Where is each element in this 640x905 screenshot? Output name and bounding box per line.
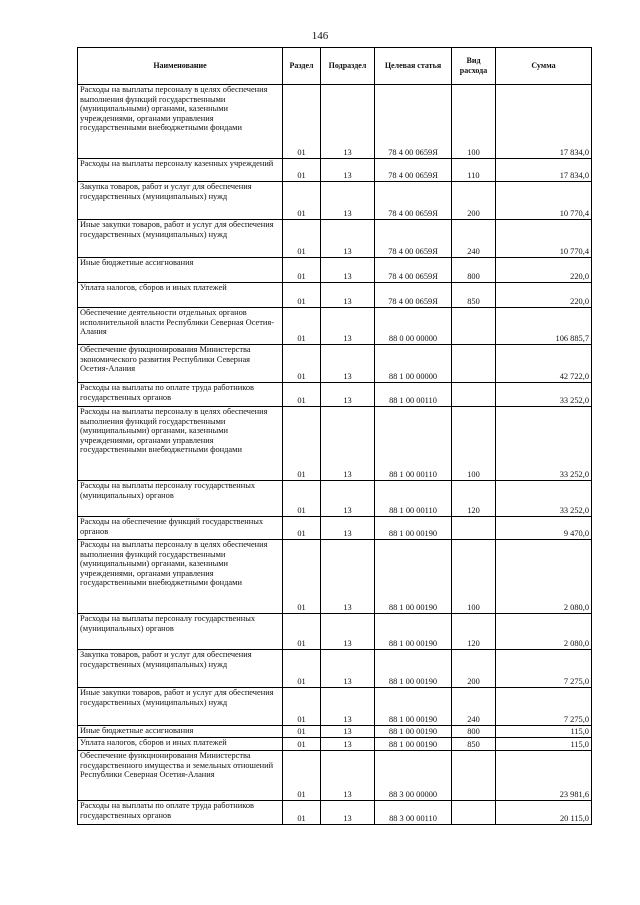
cell-name: Расходы на выплаты персоналу в целях обеспечения выполнения функций государственными (муниципальными) органами, казенными учреждениями, органами управления государственными внебюджетными фондами (78, 540, 283, 614)
table-row (78, 345, 592, 383)
cell-subsection: 13 (321, 688, 375, 726)
cell-section: 01 (283, 345, 321, 383)
cell-target: 88 3 00 00000 (375, 751, 452, 801)
cell-sum: 23 981,6 (496, 751, 592, 801)
cell-type: 100 (452, 407, 496, 481)
table-row (78, 159, 592, 182)
cell-section: 01 (283, 614, 321, 650)
cell-sum: 9 470,0 (496, 517, 592, 540)
cell-type: 100 (452, 540, 496, 614)
cell-section: 01 (283, 726, 321, 738)
cell-sum: 115,0 (496, 738, 592, 751)
cell-sum: 42 722,0 (496, 345, 592, 383)
cell-type (452, 751, 496, 801)
cell-section: 01 (283, 407, 321, 481)
cell-type (452, 801, 496, 825)
table-row (78, 383, 592, 407)
header-subsection: Подраздел (321, 48, 375, 85)
cell-section: 01 (283, 517, 321, 540)
table-row (78, 688, 592, 726)
cell-subsection: 13 (321, 283, 375, 308)
cell-section: 01 (283, 258, 321, 283)
cell-type: 100 (452, 85, 496, 159)
cell-type: 850 (452, 738, 496, 751)
cell-type: 120 (452, 614, 496, 650)
cell-target: 88 1 00 00110 (375, 481, 452, 517)
cell-type: 110 (452, 159, 496, 182)
cell-name: Иные закупки товаров, работ и услуг для обеспечения государственных (муниципальных) нужд (78, 688, 283, 726)
cell-target: 78 4 00 0659Я (375, 159, 452, 182)
table-header-row (78, 48, 592, 85)
table-row (78, 517, 592, 540)
cell-subsection: 13 (321, 308, 375, 345)
cell-name: Расходы на выплаты персоналу государственных (муниципальных) органов (78, 614, 283, 650)
cell-name: Расходы на выплаты персоналу в целях обеспечения выполнения функций государственными (муниципальными) органами, казенными учреждениями, органами управления государственными внебюджетными фондами (78, 85, 283, 159)
cell-type (452, 345, 496, 383)
table-body (78, 85, 592, 825)
header-sum: Сумма (496, 48, 592, 85)
cell-section: 01 (283, 481, 321, 517)
cell-section: 01 (283, 182, 321, 220)
table-row (78, 283, 592, 308)
table-row (78, 481, 592, 517)
cell-subsection: 13 (321, 751, 375, 801)
cell-target: 88 1 00 00190 (375, 517, 452, 540)
cell-sum: 10 770,4 (496, 220, 592, 258)
cell-name: Расходы на выплаты персоналу государственных (муниципальных) органов (78, 481, 283, 517)
cell-target: 88 1 00 00190 (375, 726, 452, 738)
cell-target: 88 1 00 00190 (375, 540, 452, 614)
cell-subsection: 13 (321, 801, 375, 825)
cell-sum: 10 770,4 (496, 182, 592, 220)
cell-name: Закупка товаров, работ и услуг для обеспечения государственных (муниципальных) нужд (78, 650, 283, 688)
cell-target: 88 1 00 00190 (375, 688, 452, 726)
cell-target: 78 4 00 0659Я (375, 258, 452, 283)
cell-target: 88 1 00 00110 (375, 407, 452, 481)
cell-type: 240 (452, 220, 496, 258)
cell-type (452, 383, 496, 407)
cell-sum: 17 834,0 (496, 159, 592, 182)
cell-section: 01 (283, 751, 321, 801)
cell-name: Обеспечение функционирования Министерства государственного имущества и земельных отношений Республики Северная Осетия-Алания (78, 751, 283, 801)
cell-subsection: 13 (321, 345, 375, 383)
table-row (78, 738, 592, 751)
cell-name: Уплата налогов, сборов и иных платежей (78, 283, 283, 308)
cell-sum: 20 115,0 (496, 801, 592, 825)
table-row (78, 85, 592, 159)
cell-subsection: 13 (321, 481, 375, 517)
cell-sum: 115,0 (496, 726, 592, 738)
cell-type: 800 (452, 258, 496, 283)
cell-type: 120 (452, 481, 496, 517)
table-row (78, 182, 592, 220)
cell-target: 78 4 00 0659Я (375, 182, 452, 220)
cell-subsection: 13 (321, 85, 375, 159)
cell-subsection: 13 (321, 650, 375, 688)
cell-target: 88 3 00 00110 (375, 801, 452, 825)
cell-name: Иные закупки товаров, работ и услуг для обеспечения государственных (муниципальных) нужд (78, 220, 283, 258)
table-row (78, 751, 592, 801)
cell-subsection: 13 (321, 738, 375, 751)
cell-subsection: 13 (321, 540, 375, 614)
cell-section: 01 (283, 85, 321, 159)
header-target: Целевая статья (375, 48, 452, 85)
cell-target: 88 1 00 00190 (375, 738, 452, 751)
cell-section: 01 (283, 540, 321, 614)
cell-name: Обеспечение деятельности отдельных органов исполнительной власти Республики Северная Осетия-Алания (78, 308, 283, 345)
table-row (78, 726, 592, 738)
cell-target: 88 1 00 00110 (375, 383, 452, 407)
budget-table (77, 47, 592, 825)
cell-target: 88 1 00 00000 (375, 345, 452, 383)
cell-sum: 220,0 (496, 258, 592, 283)
cell-sum: 106 885,7 (496, 308, 592, 345)
table-row (78, 220, 592, 258)
cell-section: 01 (283, 738, 321, 751)
cell-sum: 33 252,0 (496, 383, 592, 407)
cell-name: Расходы на выплаты по оплате труда работников государственных органов (78, 383, 283, 407)
cell-target: 78 4 00 0659Я (375, 85, 452, 159)
cell-section: 01 (283, 801, 321, 825)
cell-type (452, 308, 496, 345)
cell-section: 01 (283, 220, 321, 258)
cell-sum: 33 252,0 (496, 481, 592, 517)
table-row (78, 308, 592, 345)
cell-subsection: 13 (321, 258, 375, 283)
cell-subsection: 13 (321, 220, 375, 258)
cell-subsection: 13 (321, 159, 375, 182)
cell-type: 240 (452, 688, 496, 726)
header-section: Раздел (283, 48, 321, 85)
cell-name: Расходы на выплаты по оплате труда работников государственных органов (78, 801, 283, 825)
cell-subsection: 13 (321, 182, 375, 220)
cell-section: 01 (283, 650, 321, 688)
table-row (78, 650, 592, 688)
cell-target: 88 1 00 00190 (375, 650, 452, 688)
cell-subsection: 13 (321, 407, 375, 481)
table-row (78, 407, 592, 481)
cell-name: Уплата налогов, сборов и иных платежей (78, 738, 283, 751)
cell-target: 78 4 00 0659Я (375, 220, 452, 258)
cell-sum: 220,0 (496, 283, 592, 308)
cell-section: 01 (283, 283, 321, 308)
cell-name: Иные бюджетные ассигнования (78, 726, 283, 738)
cell-subsection: 13 (321, 614, 375, 650)
table-row (78, 614, 592, 650)
header-name: Наименование (78, 48, 283, 85)
table-row (78, 801, 592, 825)
cell-type: 200 (452, 650, 496, 688)
cell-name: Расходы на выплаты персоналу в целях обеспечения выполнения функций государственными (муниципальными) органами, казенными учреждениями, органами управления государственными внебюджетными фондами (78, 407, 283, 481)
cell-section: 01 (283, 688, 321, 726)
cell-type (452, 517, 496, 540)
cell-section: 01 (283, 383, 321, 407)
cell-type: 200 (452, 182, 496, 220)
cell-sum: 2 080,0 (496, 614, 592, 650)
table-row (78, 258, 592, 283)
table-row (78, 540, 592, 614)
cell-section: 01 (283, 308, 321, 345)
cell-name: Обеспечение функционирования Министерства экономического развития Республики Северная Осетия-Алания (78, 345, 283, 383)
cell-sum: 17 834,0 (496, 85, 592, 159)
cell-name: Иные бюджетные ассигнования (78, 258, 283, 283)
cell-name: Расходы на выплаты персоналу казенных учреждений (78, 159, 283, 182)
cell-sum: 33 252,0 (496, 407, 592, 481)
cell-sum: 2 080,0 (496, 540, 592, 614)
cell-name: Закупка товаров, работ и услуг для обеспечения государственных (муниципальных) нужд (78, 182, 283, 220)
cell-sum: 7 275,0 (496, 650, 592, 688)
cell-subsection: 13 (321, 383, 375, 407)
cell-target: 78 4 00 0659Я (375, 283, 452, 308)
cell-target: 88 1 00 00190 (375, 614, 452, 650)
cell-subsection: 13 (321, 517, 375, 540)
cell-name: Расходы на обеспечение функций государственных органов (78, 517, 283, 540)
cell-target: 88 0 00 00000 (375, 308, 452, 345)
cell-type: 850 (452, 283, 496, 308)
cell-type: 800 (452, 726, 496, 738)
cell-sum: 7 275,0 (496, 688, 592, 726)
cell-subsection: 13 (321, 726, 375, 738)
cell-section: 01 (283, 159, 321, 182)
page-number: 146 (311, 30, 329, 42)
header-type: Вид расхода (452, 48, 496, 85)
